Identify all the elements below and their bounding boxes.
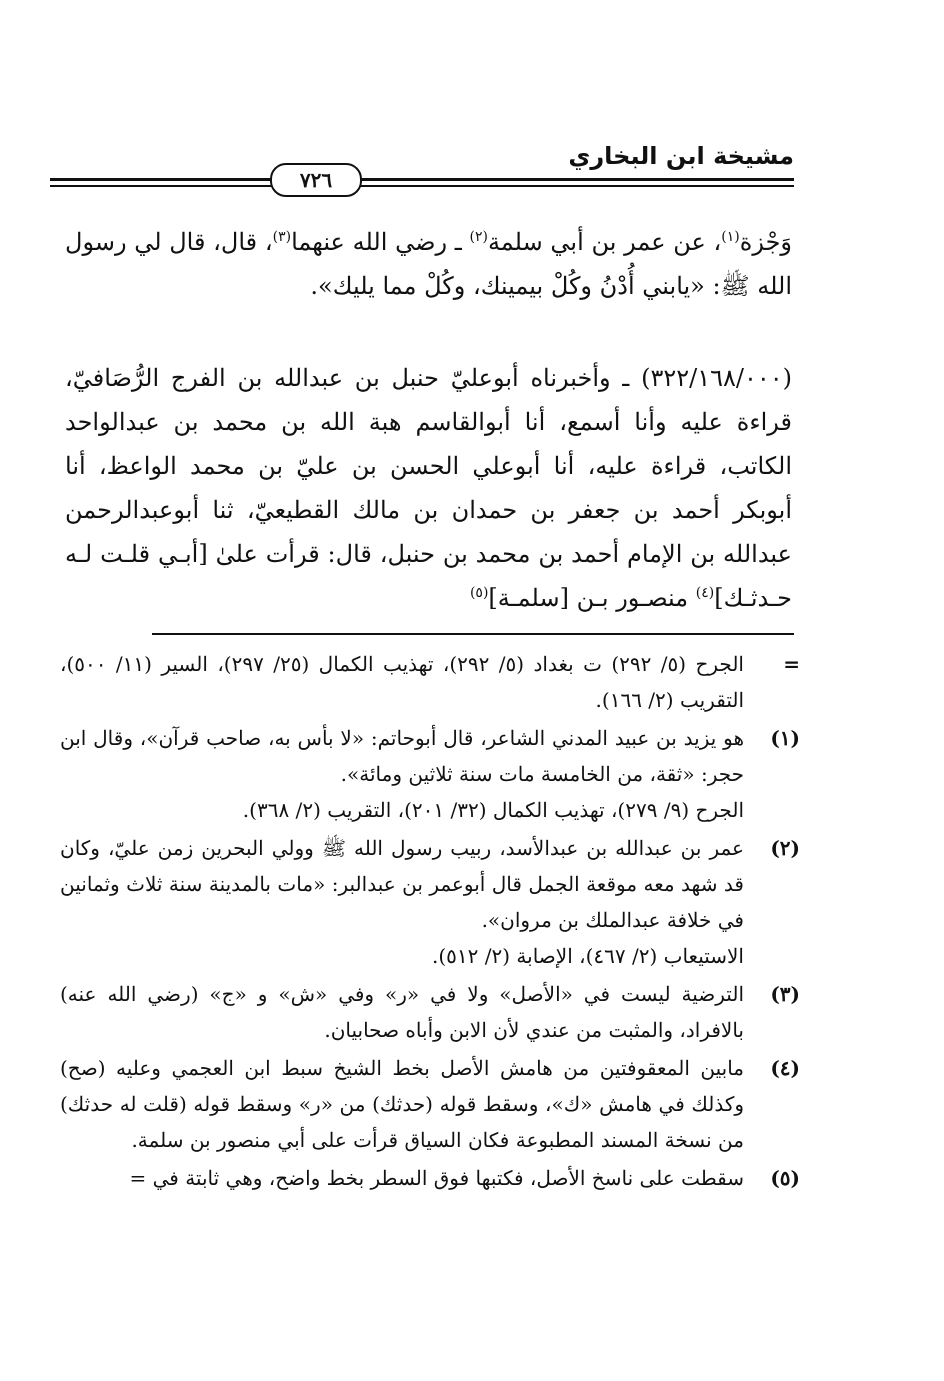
- footnote-line: الترضية ليست في «الأصل» ولا في «ر» وفي «ش» و «ج» (رضي الله عنه) بالافراد، والمثبت من عندي لأن الابن وأباه صحابيان.: [60, 982, 744, 1042]
- header-rule-thin: [50, 185, 794, 187]
- footnote-line: الجرح (٩/ ٢٧٩)، تهذيب الكمال (٣٢/ ٢٠١)، التقريب (٢/ ٣٦٨).: [242, 798, 744, 822]
- page-number: ٧٢٦: [270, 163, 362, 197]
- text-run: ، قال، قال لي رسول الله ﷺ: «يابني أُدْنُ وكُلْ بيمينك، وكُلْ مما يليك».: [65, 228, 792, 300]
- footnote-line: هو يزيد بن عبيد المدني الشاعر، قال أبوحاتم: «لا بأس به، صاحب قرآن»، وقال ابن حجر: «ثقة، من الخامسة مات سنة ثلاثين ومائة».: [60, 726, 744, 786]
- footnote-ref: (٤): [695, 585, 715, 601]
- main-text: [65, 220, 792, 620]
- footnote-body: [60, 976, 744, 1048]
- text-run: ـ رضي الله عنهما: [291, 228, 470, 256]
- footnote-number: (٢): [770, 836, 800, 860]
- footnote-number: (٤): [770, 1056, 800, 1080]
- footnote-number: (٣): [770, 982, 800, 1006]
- footnote-1: [60, 720, 800, 828]
- footnote-3: [60, 976, 800, 1048]
- footnote-line: سقطت على ناسخ الأصل، فكتبها فوق السطر بخط واضح، وهي ثابتة في =: [129, 1166, 744, 1190]
- footnote-number: =: [783, 652, 800, 676]
- footnote-body: [60, 646, 744, 718]
- footnote-body: [60, 1050, 744, 1158]
- footnote-line: مابين المعقوفتين من هامش الأصل بخط الشيخ سبط ابن العجمي وعليه (صح) وكذلك في هامش «ك»، وسقط قوله (حدثك) من «ر» وسقط قوله (قلت له حدثك) من نسخة المسند المطبوعة فكان السياق قرأت على أبي منصور بن سلمة.: [60, 1056, 744, 1152]
- paragraph-hadith-end: [65, 220, 792, 308]
- footnote-ref: (٥): [469, 585, 489, 601]
- footnote-ref: (١): [721, 229, 740, 245]
- footnote-2: [60, 830, 800, 974]
- text-run: (٣٢٢/١٦٨/٠٠٠) ـ وأخبرناه أبوعليّ حنبل بن عبدالله بن الفرج الرُّصَافيّ، قراءة عليه وأنا أسمع، أنا أبوالقاسم هبة الله بن محمد بن عبدالواحد الكاتب، قراءة عليه، أنا أبوعلي الحسن بن عليّ بن محمد الواعظ، أنا أبوبكر أحمد بن جعفر بن حمدان بن مالك القطيعيّ، ثنا أبوعبدالرحمن عبدالله بن الإمام أحمد بن محمد بن حنبل، قال: قرأت علىٰ [أبـي قلـت لـه حـدثـك]: [65, 364, 793, 612]
- text-run: وَجْزة: [739, 228, 793, 256]
- footnote-continued: [60, 646, 800, 718]
- paragraph-isnad: [65, 356, 792, 620]
- footnote-body: [60, 830, 744, 974]
- footnote-number: (١): [770, 726, 800, 750]
- footnote-body: [60, 1160, 744, 1196]
- running-title: مشيخة ابن البخاري: [568, 142, 794, 170]
- footnote-line: الجرح (٥/ ٢٩٢) ت بغداد (٥/ ٢٩٢)، تهذيب الكمال (٢٥/ ٢٩٧)، السير (١١/ ٥٠٠)، التقريب (٢/ ١٦٦).: [60, 652, 744, 712]
- footnote-divider: [152, 633, 794, 635]
- text-run: منصـور بـن [سلمـة]: [488, 584, 696, 612]
- footnote-line: عمر بن عبدالله بن عبدالأسد، ربيب رسول الله ﷺ وولي البحرين زمن عليّ، وكان قد شهد معه موقعة الجمل قال أبوعمر بن عبدالبر: «مات بالمدينة سنة ثلاث وثمانين في خلافة عبدالملك بن مروان».: [60, 836, 744, 932]
- footnote-ref: (٢): [469, 229, 488, 245]
- footnote-line: الاستيعاب (٢/ ٤٦٧)، الإصابة (٢/ ٥١٢).: [432, 944, 744, 968]
- header-rule-thick: [50, 178, 794, 181]
- text-run: ، عن عمر بن أبي سلمة: [487, 228, 722, 256]
- footnote-number: (٥): [770, 1166, 800, 1190]
- footnotes: [60, 646, 800, 1198]
- footnote-4: [60, 1050, 800, 1158]
- page-header: [50, 138, 794, 198]
- footnote-5: [60, 1160, 800, 1196]
- footnote-ref: (٣): [272, 229, 292, 245]
- footnote-body: [60, 720, 744, 828]
